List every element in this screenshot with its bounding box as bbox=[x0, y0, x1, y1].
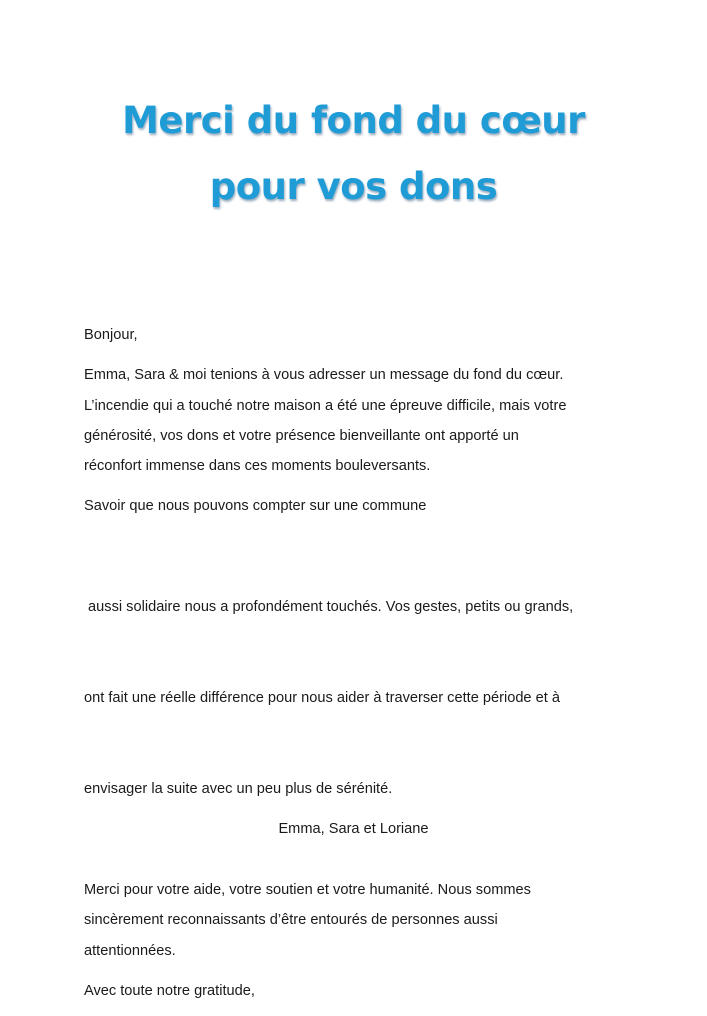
paragraph-3-line-1: aussi solidaire nous a profondément touchés. Vos gestes, petits ou grands, bbox=[84, 599, 574, 616]
paragraph-4-line-1: Merci pour votre aide, votre soutien et votre humanité. Nous sommes bbox=[84, 882, 531, 899]
paragraph-4-line-3: attentionnées. bbox=[84, 942, 176, 959]
letter-body bbox=[84, 320, 644, 1016]
greeting: Bonjour, bbox=[84, 327, 138, 343]
paragraph-1-line-4: réconfort immense dans ces moments bouleversants. bbox=[84, 458, 431, 475]
paragraph-1 bbox=[84, 360, 644, 481]
paragraph-4-line-2: sincèrement reconnaissants d’être entourés de personnes aussi bbox=[84, 912, 498, 929]
paragraph-2-line-1: Savoir que nous pouvons compter sur une commune bbox=[84, 498, 427, 515]
closing: Avec toute notre gratitude, bbox=[84, 982, 255, 999]
paragraph-1-line-3: générosité, vos dons et votre présence bienveillante ont apporté un bbox=[84, 427, 519, 444]
page-title bbox=[0, 88, 707, 220]
paragraph-2 bbox=[84, 491, 644, 521]
signature: Emma, Sara et Loriane bbox=[278, 821, 429, 837]
paragraph-4 bbox=[84, 875, 644, 966]
title-line-1: Merci du fond du cœur bbox=[122, 99, 585, 142]
paragraph-3-line-3: envisager la suite avec un peu plus de sérénité. bbox=[84, 781, 393, 798]
paragraph-1-line-2: L’incendie qui a touché notre maison a été une épreuve difficile, mais votre bbox=[84, 397, 567, 414]
paragraph-1-line-1: Emma, Sara & moi tenions à vous adresser un message du fond du cœur. bbox=[84, 367, 564, 384]
paragraph-3-line-2: ont fait une réelle différence pour nous aider à traverser cette période et à bbox=[84, 690, 560, 707]
title-line-2: pour vos dons bbox=[209, 165, 498, 208]
